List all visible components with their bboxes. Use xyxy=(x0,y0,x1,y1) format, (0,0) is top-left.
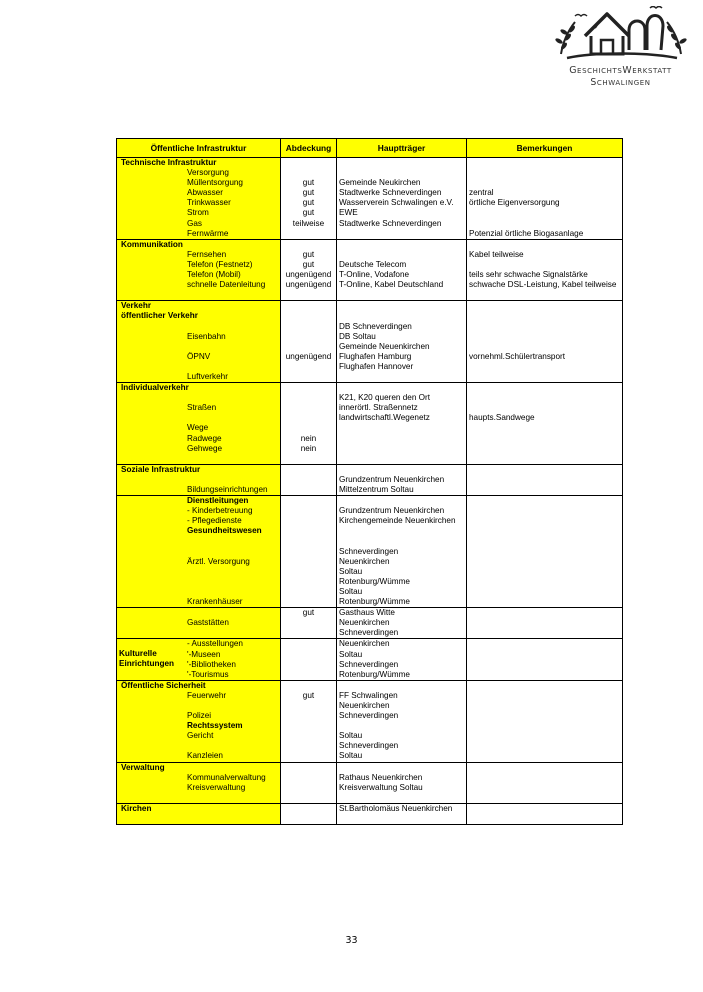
table-header-row xyxy=(117,139,623,158)
traeger-value: Neuenkirchen xyxy=(339,639,390,649)
item-label: Luftverkehr xyxy=(187,371,228,381)
subsection-title: Dienstleitungen xyxy=(187,496,249,506)
traeger-value: Rotenburg/Wümme xyxy=(339,669,410,679)
traeger-value: DB Schneverdingen xyxy=(339,321,412,331)
traeger-value: K21, K20 queren den Ort xyxy=(339,393,431,403)
section-verwaltung xyxy=(117,762,623,803)
traeger-value: Gemeinde Neuenkirchen xyxy=(339,341,430,351)
traeger-value: Kirchengemeinde Neuenkirchen xyxy=(339,516,456,526)
header-infra: Öffentliche Infrastruktur xyxy=(117,139,281,158)
traeger-value: T-Online, Kabel Deutschland xyxy=(339,280,444,290)
traeger-value: landwirtschaftl.Wegenetz xyxy=(339,413,430,423)
traeger-value: Deutsche Telecom xyxy=(339,259,407,269)
item-label: Radwege xyxy=(187,433,222,443)
traeger-value: Neuenkirchen xyxy=(339,556,390,566)
item-label: Eisenbahn xyxy=(187,331,226,341)
abdeckung-value: gut xyxy=(302,690,315,700)
header-haupttraeger: Hauptträger xyxy=(337,139,467,158)
traeger-value: Schneverdingen xyxy=(339,711,399,721)
bemerkung-value: vornehml.Schülertransport xyxy=(469,351,566,361)
traeger-value: Soltau xyxy=(339,566,363,576)
section-gaststaetten xyxy=(117,608,623,639)
abdeckung-value: gut xyxy=(302,608,315,618)
traeger-value: Grundzentrum Neuenkirchen xyxy=(339,474,445,484)
bemerkung-value: schwache DSL-Leistung, Kabel teilweise xyxy=(469,280,617,290)
traeger-value: DB Soltau xyxy=(339,331,376,341)
item-label: Müllentsorgung xyxy=(187,178,243,188)
section-kommunikation xyxy=(117,239,623,301)
item-label: Kommunalverwaltung xyxy=(187,772,266,782)
traeger-value: Schneverdingen xyxy=(339,659,399,669)
traeger-value: Flughafen Hannover xyxy=(339,361,414,371)
item-label: '-Bibliotheken xyxy=(187,659,236,669)
traeger-value: Schneverdingen xyxy=(339,546,399,556)
traeger-value: Stadtwerke Schneverdingen xyxy=(339,218,442,228)
bemerkung-value: zentral xyxy=(469,188,494,198)
section-sicherheit xyxy=(117,680,623,762)
item-label: Gaststätten xyxy=(187,618,229,628)
subsection-title: Rechtssystem xyxy=(187,721,243,731)
traeger-value: Flughafen Hamburg xyxy=(339,351,412,361)
item-label: - Pflegedienste xyxy=(187,516,242,526)
item-label: Strom xyxy=(187,208,209,218)
header-bemerkungen: Bemerkungen xyxy=(467,139,623,158)
traeger-value: Kreisverwaltung Soltau xyxy=(339,782,423,792)
infrastructure-table xyxy=(116,138,623,825)
section-individualverkehr xyxy=(117,383,623,465)
traeger-value: St.Bartholomäus Neuenkirchen xyxy=(339,803,453,813)
bemerkung-value: Potenzial örtliche Biogasanlage xyxy=(469,228,584,238)
traeger-value: Mittelzentrum Soltau xyxy=(339,485,414,494)
traeger-value: EWE xyxy=(339,208,358,218)
traeger-value: Rotenburg/Wümme xyxy=(339,576,410,586)
item-label: Ärztl. Versorgung xyxy=(187,556,250,566)
subsection-title: Gesundheitswesen xyxy=(187,526,262,536)
traeger-value: Rotenburg/Wümme xyxy=(339,597,410,607)
bemerkung-value: teils sehr schwache Signalstärke xyxy=(469,270,588,280)
item-label: Wege xyxy=(187,423,209,433)
traeger-value: Soltau xyxy=(339,731,363,741)
item-label: Telefon (Mobil) xyxy=(187,270,241,280)
bemerkung-value: haupts.Sandwege xyxy=(469,413,535,423)
abdeckung-value: ungenügend xyxy=(285,270,332,280)
item-label: Fernsehen xyxy=(187,249,227,259)
bemerkung-value: örtliche Eigenversorgung xyxy=(469,198,560,208)
section-title: Kulturelle xyxy=(119,649,157,659)
traeger-value: Wasserverein Schwalingen e.V. xyxy=(339,198,454,208)
abdeckung-value: gut xyxy=(302,259,315,269)
section-kirchen xyxy=(117,803,623,824)
item-label: - Ausstellungen xyxy=(187,639,243,649)
bemerkung-value: Kabel teilweise xyxy=(469,249,524,259)
item-label: ÖPNV xyxy=(187,351,211,361)
section-dienstleitungen xyxy=(117,496,623,608)
item-label: Gehwege xyxy=(187,443,223,453)
item-label: '-Museen xyxy=(187,649,221,659)
abdeckung-value: gut xyxy=(302,249,315,259)
section-technische xyxy=(117,158,623,240)
abdeckung-value: gut xyxy=(302,198,315,208)
traeger-value: Neuenkirchen xyxy=(339,700,390,710)
section-title: Kirchen xyxy=(121,803,152,813)
item-label: Fernwärme xyxy=(187,228,229,238)
section-title: Verwaltung xyxy=(121,762,165,772)
section-title: Verkehr xyxy=(121,301,152,311)
abdeckung-value: gut xyxy=(302,178,315,188)
abdeckung-value: nein xyxy=(300,433,317,443)
item-label: Straßen xyxy=(187,403,217,413)
item-label: Abwasser xyxy=(187,188,223,198)
section-verkehr xyxy=(117,301,623,383)
item-label: schnelle Datenleitung xyxy=(187,280,266,290)
traeger-value: Soltau xyxy=(339,751,363,761)
abdeckung-value: ungenügend xyxy=(285,280,332,290)
section-title: Öffentliche Sicherheit xyxy=(121,680,206,690)
item-label: Trinkwasser xyxy=(187,198,231,208)
section-kultur xyxy=(117,639,623,680)
traeger-value: Rathaus Neuenkirchen xyxy=(339,772,423,782)
item-label: Gericht xyxy=(187,731,214,741)
abdeckung-value: teilweise xyxy=(292,218,325,228)
traeger-value: Schneverdingen xyxy=(339,628,399,638)
traeger-value: Gemeinde Neukirchen xyxy=(339,178,421,188)
abdeckung-value: nein xyxy=(300,443,317,453)
section-title: Technische Infrastruktur xyxy=(121,158,217,167)
traeger-value: Grundzentrum Neuenkirchen xyxy=(339,506,445,516)
section-title: Einrichtungen xyxy=(119,659,175,669)
item-label: Polizei xyxy=(187,711,212,721)
logo-text-line1: GeschichtsWerkstatt xyxy=(569,65,672,76)
traeger-value: FF Schwalingen xyxy=(339,690,398,700)
traeger-value: T-Online, Vodafone xyxy=(339,270,410,280)
logo-text-line2: Schwalingen xyxy=(590,77,651,88)
item-label: Kanzleien xyxy=(187,751,223,761)
house-logo-icon xyxy=(555,6,687,64)
abdeckung-value: gut xyxy=(302,208,315,218)
section-title: Soziale Infrastruktur xyxy=(121,464,201,474)
item-label: '-Tourismus xyxy=(187,669,229,679)
item-label: Bildungseinrichtungen xyxy=(187,485,268,494)
traeger-value: Soltau xyxy=(339,586,363,596)
traeger-value: Schneverdingen xyxy=(339,741,399,751)
traeger-value: innerörtl. Straßennetz xyxy=(339,403,418,413)
abdeckung-value: gut xyxy=(302,188,315,198)
item-label: Telefon (Festnetz) xyxy=(187,259,253,269)
traeger-value: Soltau xyxy=(339,649,363,659)
item-label: - Kinderbetreuung xyxy=(187,506,253,516)
traeger-value: Stadtwerke Schneverdingen xyxy=(339,188,442,198)
traeger-value: Neuenkirchen xyxy=(339,618,390,628)
traeger-value: Gasthaus Witte xyxy=(339,608,395,618)
logo xyxy=(553,6,688,88)
item-label: Krankenhäuser xyxy=(187,597,243,607)
abdeckung-value: ungenügend xyxy=(285,351,332,361)
item-label: Versorgung xyxy=(187,168,229,178)
section-subtitle: öffentlicher Verkehr xyxy=(121,311,198,321)
header-abdeckung: Abdeckung xyxy=(281,139,337,158)
item-label: Gas xyxy=(187,218,203,228)
section-soziale xyxy=(117,464,623,495)
item-label: Feuerwehr xyxy=(187,690,227,700)
section-title: Individualverkehr xyxy=(121,383,189,393)
section-title: Kommunikation xyxy=(121,239,183,249)
item-label: Kreisverwaltung xyxy=(187,782,246,792)
page-number: 33 xyxy=(345,935,358,946)
